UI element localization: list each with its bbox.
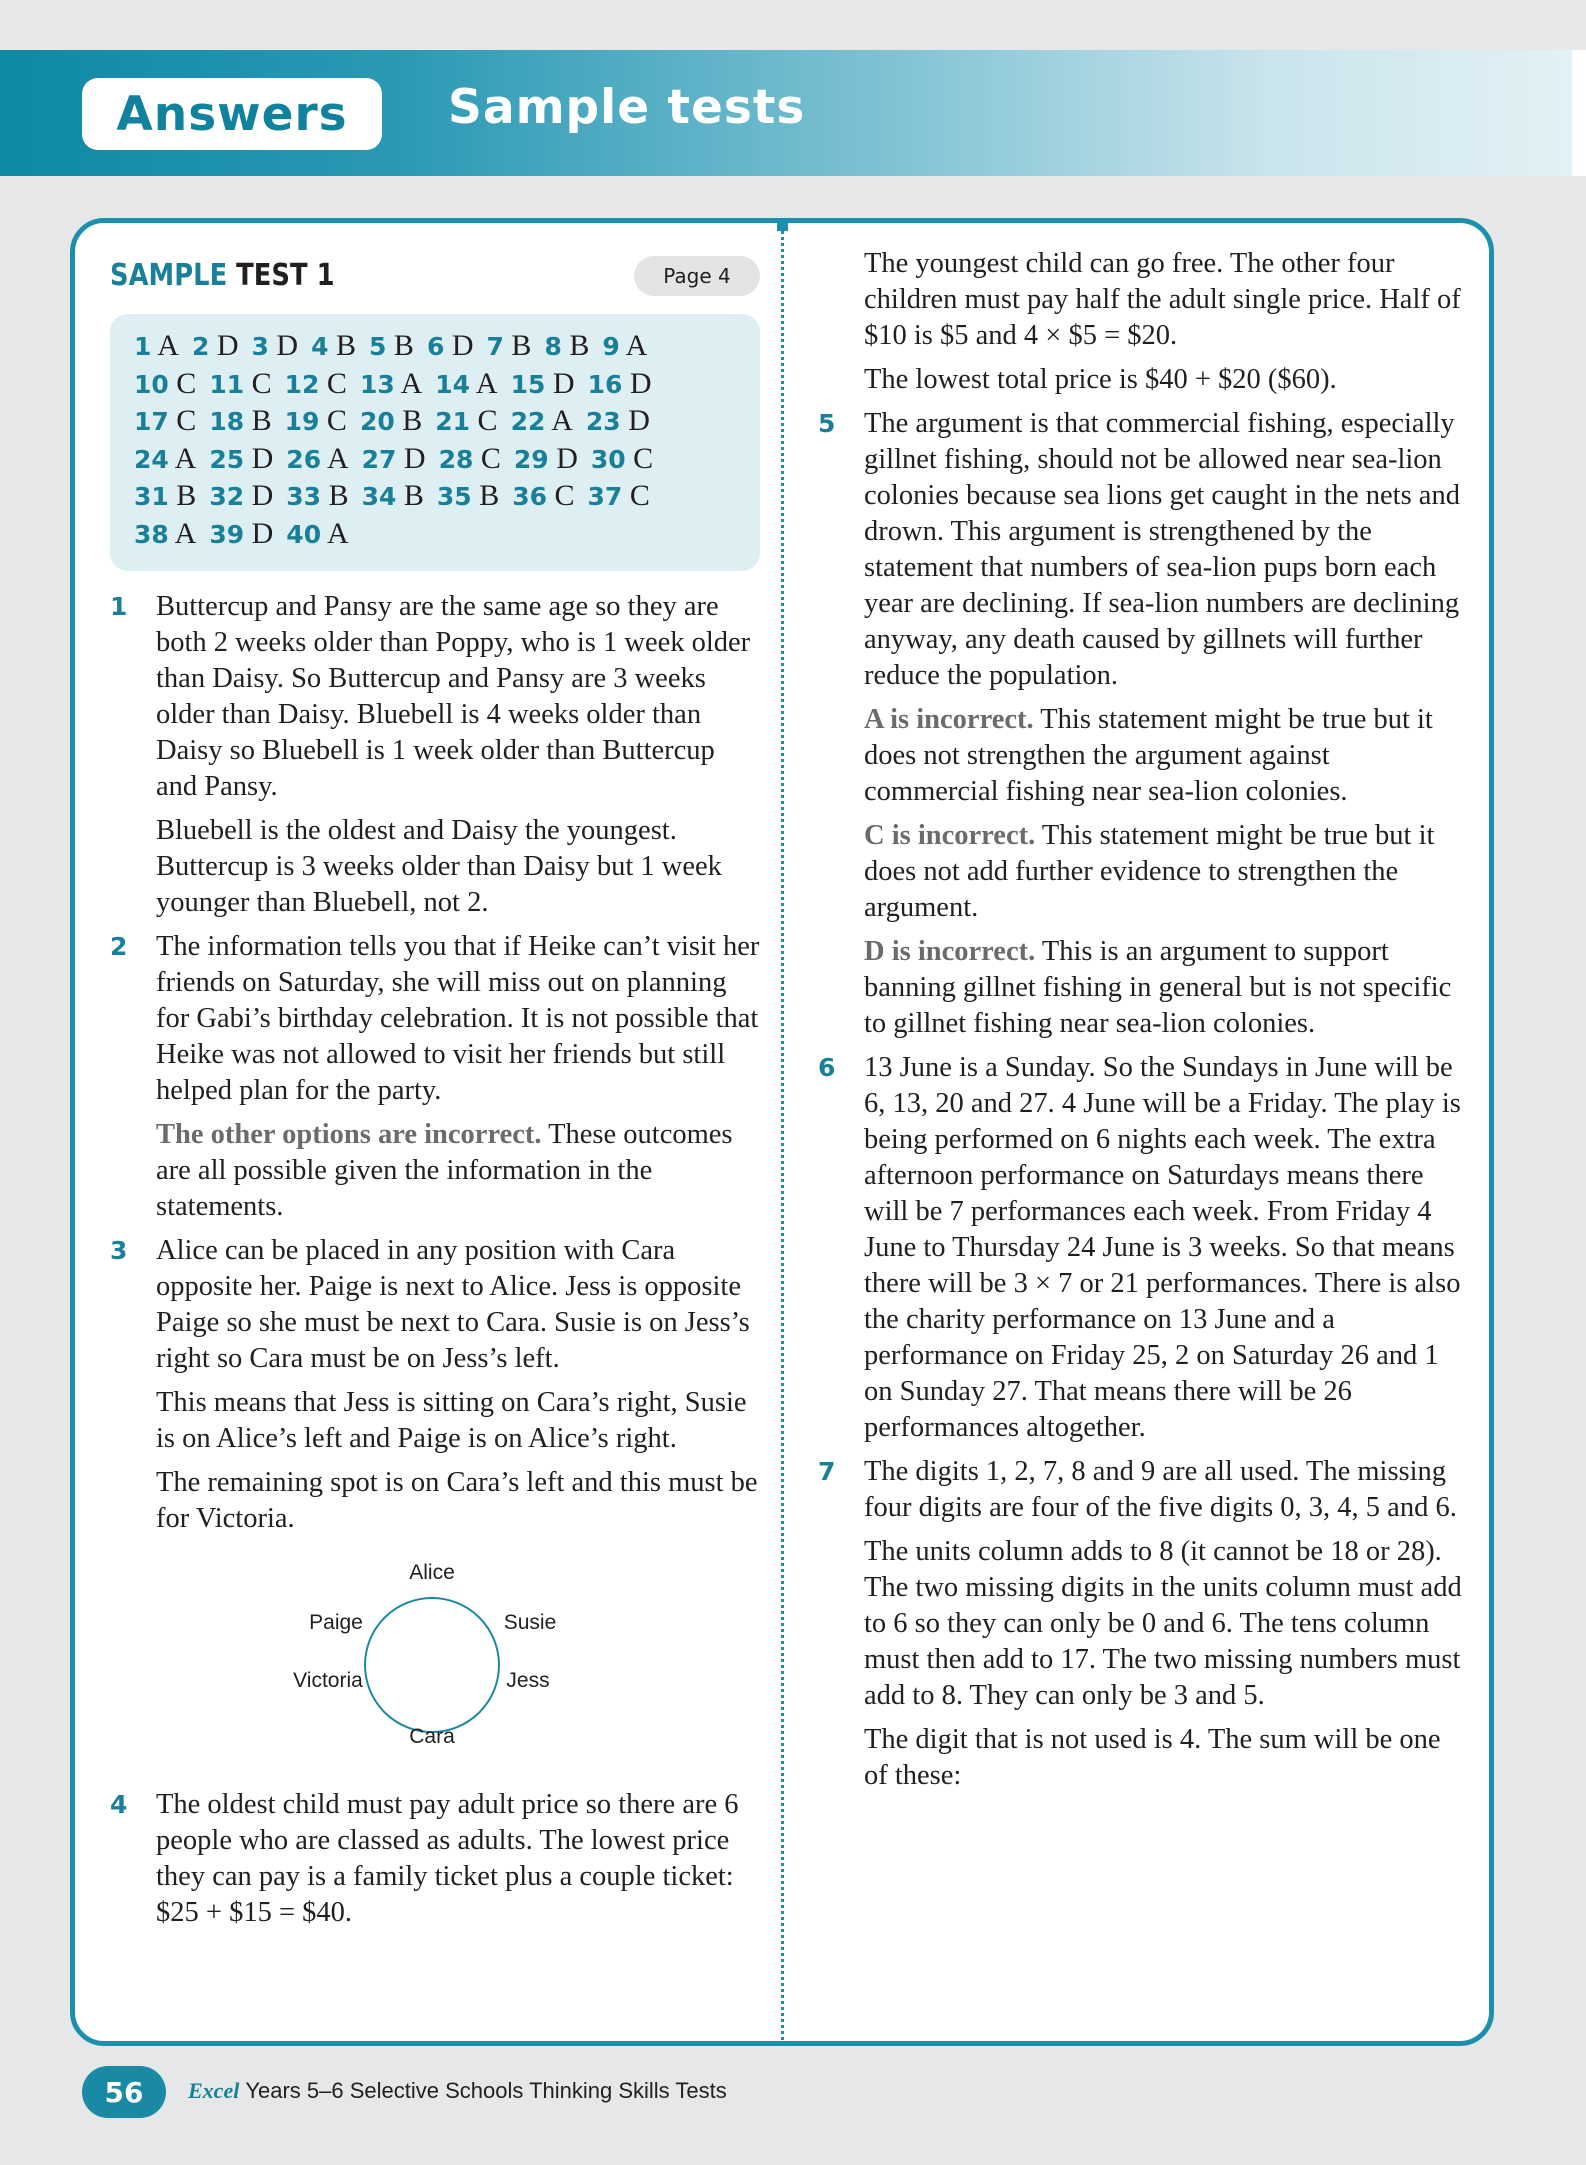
answer-key-letter: C [633, 441, 654, 475]
answer-key-letter: C [326, 366, 347, 400]
seating-circle [365, 1598, 499, 1732]
answer-key-letter: D [251, 516, 274, 550]
answer-key-letter: C [554, 479, 575, 512]
answer-key-letter: B [403, 479, 424, 512]
answer-key-letter: C [176, 404, 197, 437]
answer-key-letter: B [511, 329, 532, 362]
item-paragraph: The lowest total price is $40 + $20 ($60). [864, 364, 1337, 395]
item-number: 7 [818, 1457, 836, 1486]
answer-key-entry [134, 479, 196, 512]
answer-key-number: 13 [359, 369, 395, 399]
item-paragraph: Buttercup and Pansy are the same age so they are both 2 weeks older than Poppy, who is 1 week older than Daisy. So Buttercup and Pansy are 3 weeks older than Daisy. Bluebell is 4 weeks older than Daisy so Bluebell is 1 week older than Buttercup and Pansy. [156, 591, 751, 802]
item-paragraph: Alice can be placed in any position with Cara opposite her. Paige is next to Alice. Jess is opposite Paige so she must be next to Cara. Susie is on Jess’s right so Cara must be on Jess’s left. [156, 1235, 750, 1374]
answer-key-entry [209, 479, 273, 512]
answer-key-number: 22 [510, 407, 546, 436]
answer-key-number: 1 [134, 332, 152, 361]
answer-key-entry [591, 442, 653, 475]
answer-key-number: 34 [361, 482, 397, 511]
answer-key-letter: D [629, 366, 652, 400]
incorrect-text: This is an argument to support banning gillnet fishing in general but is not specific to gillnet fishing near sea-lion colonies. [864, 936, 1452, 1039]
answer-key-entry [134, 404, 196, 437]
answer-item-5 [818, 406, 1468, 1042]
answer-key-box [110, 314, 760, 571]
answer-key-entry [134, 517, 196, 550]
answer-key-entry [487, 329, 532, 362]
answer-key-letter: B [402, 404, 423, 437]
seat-label-top: Alice [409, 1561, 455, 1584]
answer-key-letter: C [251, 366, 272, 400]
answer-key-number: 20 [359, 407, 395, 436]
answer-key-number: 26 [286, 444, 322, 474]
column-divider-cap [777, 220, 788, 231]
answer-key-letter: A [326, 516, 349, 550]
answer-key-number: 3 [251, 332, 269, 361]
item-paragraph: Bluebell is the oldest and Daisy the youngest. Buttercup is 3 weeks older than Daisy but 1 week younger than Bluebell, not 2. [156, 815, 722, 918]
answer-key-letter: A [400, 366, 423, 400]
answer-key-entry [285, 367, 347, 400]
answer-key-entry [439, 442, 501, 475]
answer-key-number: 31 [134, 482, 169, 511]
item-paragraph [864, 702, 1468, 810]
item-number: 3 [110, 1236, 128, 1265]
item-number: 1 [110, 592, 128, 621]
answer-key-letter: D [403, 441, 426, 475]
answer-key-row [134, 516, 738, 554]
answer-key-entry [286, 479, 348, 512]
answer-key-number: 11 [209, 369, 245, 399]
answer-key-letter: B [336, 329, 357, 362]
left-column [110, 252, 760, 1939]
answer-key-entry [427, 329, 474, 362]
answer-key-letter: D [556, 441, 578, 475]
answer-key-number: 2 [191, 332, 210, 361]
answer-key-entry [209, 404, 271, 437]
page-number-badge: 56 [82, 2066, 166, 2118]
answer-key-letter: A [174, 441, 197, 475]
answer-key-number: 40 [286, 519, 322, 549]
answer-key-entry [209, 517, 273, 550]
seat-label-lower-left: Victoria [293, 1669, 363, 1692]
seat-label-bottom: Cara [409, 1725, 455, 1748]
answer-key-letter: D [251, 441, 274, 475]
footer-title-text: Years 5–6 Selective Schools Thinking Skills Tests [245, 2078, 727, 2103]
answer-item-2 [110, 929, 760, 1225]
answer-key-letter: B [251, 404, 272, 437]
answer-key-number: 14 [435, 369, 471, 399]
answer-key-letter: D [552, 366, 575, 400]
answer-key-letter: B [328, 479, 349, 512]
answer-item-6 [818, 1050, 1468, 1446]
answer-key-number: 36 [512, 482, 548, 511]
answer-key-entry [362, 479, 424, 512]
item-paragraph: This means that Jess is sitting on Cara’s right, Susie is on Alice’s left and Paige is on Alice’s right. [156, 1387, 747, 1454]
answer-key-entry [134, 329, 179, 362]
item-number: 5 [818, 409, 836, 438]
answer-key-entry [602, 329, 647, 362]
answer-key-entry [286, 442, 348, 475]
footer-brand: Excel [188, 2078, 240, 2103]
item-paragraph [864, 934, 1468, 1042]
answer-key-letter: D [628, 404, 650, 437]
answer-key-entry [192, 329, 239, 362]
answer-item-4-continued [818, 246, 1468, 398]
incorrect-text: These outcomes are all possible given the information in the statements. [156, 1119, 733, 1222]
answer-key-letter: C [176, 366, 197, 400]
answer-key-entry [435, 367, 497, 400]
answer-key-letter: A [551, 404, 573, 437]
item-number: 2 [110, 932, 128, 961]
answer-key-number: 27 [361, 444, 397, 474]
answer-key-entry [369, 329, 414, 362]
item-paragraph: The digit that is not used is 4. The sum will be one of these: [864, 1724, 1441, 1791]
answer-key-number: 18 [209, 407, 245, 436]
test-heading [110, 252, 760, 312]
answer-key-number: 37 [587, 482, 623, 511]
answer-key-number: 4 [311, 332, 329, 361]
seat-label-upper-left: Paige [309, 1611, 363, 1634]
item-paragraph: The youngest child can go free. The other four children must pay half the adult single price. Half of $10 is $5 and 4 × $5 = $20. [864, 248, 1461, 351]
answer-item-4 [110, 1787, 760, 1931]
seat-label-lower-right: Jess [506, 1669, 550, 1692]
answer-key-entry [437, 479, 499, 512]
item-paragraph: The digits 1, 2, 7, 8 and 9 are all used. The missing four digits are four of the five digits 0, 3, 4, 5 and 6. [864, 1456, 1457, 1523]
answer-key-entry [209, 367, 271, 400]
item-paragraph: 13 June is a Sunday. So the Sundays in June will be 6, 13, 20 and 27. 4 June will be a Friday. The play is being performed on 6 nights each week. The extra afternoon performance on Saturdays means there will be 7 performances each week. From Friday 4 June to Thursday 24 June is 3 weeks. So that means there will be 3 × 7 or 21 performances. There is also the charity performance on 13 June and a performance on Friday 25, 2 on Saturday 26 and 1 on Sunday 27. That means there will be 26 performances altogether. [864, 1052, 1461, 1443]
answer-key-number: 5 [369, 332, 387, 361]
answer-key-entry [252, 329, 299, 362]
answer-key-entry [544, 329, 589, 362]
seat-label-upper-right: Susie [503, 1611, 557, 1634]
answer-key-letter: C [629, 479, 650, 512]
incorrect-label: The other options are incorrect. [156, 1119, 542, 1150]
answer-key-row [134, 328, 738, 366]
item-paragraph: The information tells you that if Heike can’t visit her friends on Saturday, she will miss out on planning for Gabi’s birthday celebration. It is not possible that Heike was not allowed to visit her friends but still helped plan for the party. [156, 931, 760, 1106]
answer-key-entry [311, 329, 356, 362]
page-reference-badge: Page 4 [634, 256, 760, 296]
answer-key-entry [360, 404, 422, 437]
answer-key-letter: B [479, 479, 500, 512]
incorrect-text: This statement might be true but it does not add further evidence to strengthen the argument. [864, 820, 1435, 923]
answer-key-entry [134, 442, 196, 475]
answer-key-entry [588, 479, 650, 512]
answer-key-letter: A [174, 516, 197, 550]
banner-edge [1572, 50, 1586, 176]
answer-key-entry [285, 404, 347, 437]
answer-key-number: 30 [590, 444, 626, 474]
answer-key-entry [435, 404, 497, 437]
answer-key-number: 16 [587, 369, 623, 399]
item-paragraph: The remaining spot is on Cara’s left and this must be for Victoria. [156, 1467, 758, 1534]
right-column [818, 246, 1468, 1802]
answer-key-entry [134, 367, 196, 400]
test-title-rest: TEST 1 [227, 258, 335, 293]
answer-item-7 [818, 1454, 1468, 1794]
answer-key-letter: C [480, 441, 501, 475]
answer-key-entry [286, 517, 348, 550]
answer-key-number: 39 [209, 519, 245, 549]
answer-key-entry [511, 404, 573, 437]
answer-key-letter: D [451, 329, 474, 362]
page-title: Sample tests [448, 80, 806, 135]
answer-key-entry [362, 442, 426, 475]
answer-key-letter: B [569, 329, 590, 362]
answer-key-number: 15 [510, 369, 546, 399]
answer-key-number: 29 [513, 444, 549, 474]
item-number: 6 [818, 1053, 836, 1082]
answer-key-letter: A [157, 329, 179, 362]
answer-key-number: 33 [286, 482, 322, 511]
answer-key-number: 10 [134, 369, 169, 399]
answer-key-number: 21 [435, 407, 471, 436]
answer-key-number: 8 [544, 332, 562, 361]
answer-key-entry [209, 442, 273, 475]
answer-key-row [134, 366, 738, 404]
answer-key-letter: B [393, 329, 414, 362]
answer-key-number: 9 [602, 332, 620, 361]
answer-key-row [134, 478, 738, 516]
answer-key-number: 24 [134, 444, 169, 474]
incorrect-label: D is incorrect. [864, 936, 1036, 967]
answer-key-letter: D [216, 329, 239, 362]
incorrect-label: C is incorrect. [864, 820, 1036, 851]
answer-key-row [134, 403, 738, 441]
answer-key-number: 23 [585, 407, 621, 436]
answer-key-number: 25 [209, 444, 245, 474]
answer-key-number: 32 [209, 482, 245, 511]
answer-key-entry [512, 479, 574, 512]
answer-key-entry [586, 404, 650, 437]
answer-key-letter: B [176, 479, 197, 512]
item-number: 4 [110, 1790, 128, 1819]
answer-item-1 [110, 589, 760, 921]
test-title [110, 258, 335, 294]
answer-key-number: 17 [134, 407, 169, 436]
incorrect-label: A is incorrect. [864, 704, 1034, 735]
item-paragraph: The units column adds to 8 (it cannot be 18 or 28). The two missing digits in the units column must add to 6 so they can only be 0 and 6. The tens column must then add to 17. The two missing numbers must add to 8. They can only be 3 and 5. [864, 1536, 1462, 1711]
answer-key-entry [514, 442, 578, 475]
test-title-accent: SAMPLE [110, 258, 228, 293]
answer-key-entry [360, 367, 422, 400]
answer-key-number: 35 [436, 482, 472, 511]
item-paragraph [864, 818, 1468, 926]
answer-key-letter: A [625, 329, 648, 362]
answer-key-letter: A [475, 366, 498, 400]
header-banner [0, 50, 1586, 176]
seating-circle-svg [156, 1545, 806, 1777]
item-paragraph: The argument is that commercial fishing, especially gillnet fishing, should not be allowed near sea-lion colonies because sea lions get caught in the nets and drown. This argument is strengthened by the statement that numbers of sea-lion pups born each year are declining. If sea-lion numbers are declining anyway, any death caused by gillnets will further reduce the population. [864, 408, 1460, 691]
answer-key-number: 6 [426, 332, 445, 361]
answer-key-number: 7 [486, 332, 504, 361]
answer-key-letter: A [326, 441, 349, 475]
seating-diagram [156, 1545, 806, 1777]
answer-key-number: 12 [284, 369, 320, 399]
incorrect-text: This statement might be true but it does not strengthen the argument against commercial fishing near sea-lion colonies. [864, 704, 1433, 807]
answer-key-letter: D [251, 479, 274, 512]
answer-item-3 [110, 1233, 760, 1777]
answer-key-entry [588, 367, 652, 400]
answer-key-number: 38 [134, 519, 169, 549]
answer-key-entry [511, 367, 575, 400]
answer-key-letter: C [326, 404, 347, 437]
answer-key-letter: D [276, 329, 299, 362]
answer-key-row [134, 441, 738, 479]
answers-tab: Answers [82, 78, 382, 150]
item-paragraph: The oldest child must pay adult price so there are 6 people who are classed as adults. The lowest price they can pay is a family ticket plus a couple ticket: $25 + $15 = $40. [156, 1789, 739, 1928]
footer-book-title [188, 2078, 727, 2104]
answer-key-letter: C [477, 404, 498, 437]
answer-key-number: 28 [438, 444, 474, 474]
answer-key-number: 19 [284, 407, 320, 436]
item-paragraph [156, 1117, 760, 1225]
